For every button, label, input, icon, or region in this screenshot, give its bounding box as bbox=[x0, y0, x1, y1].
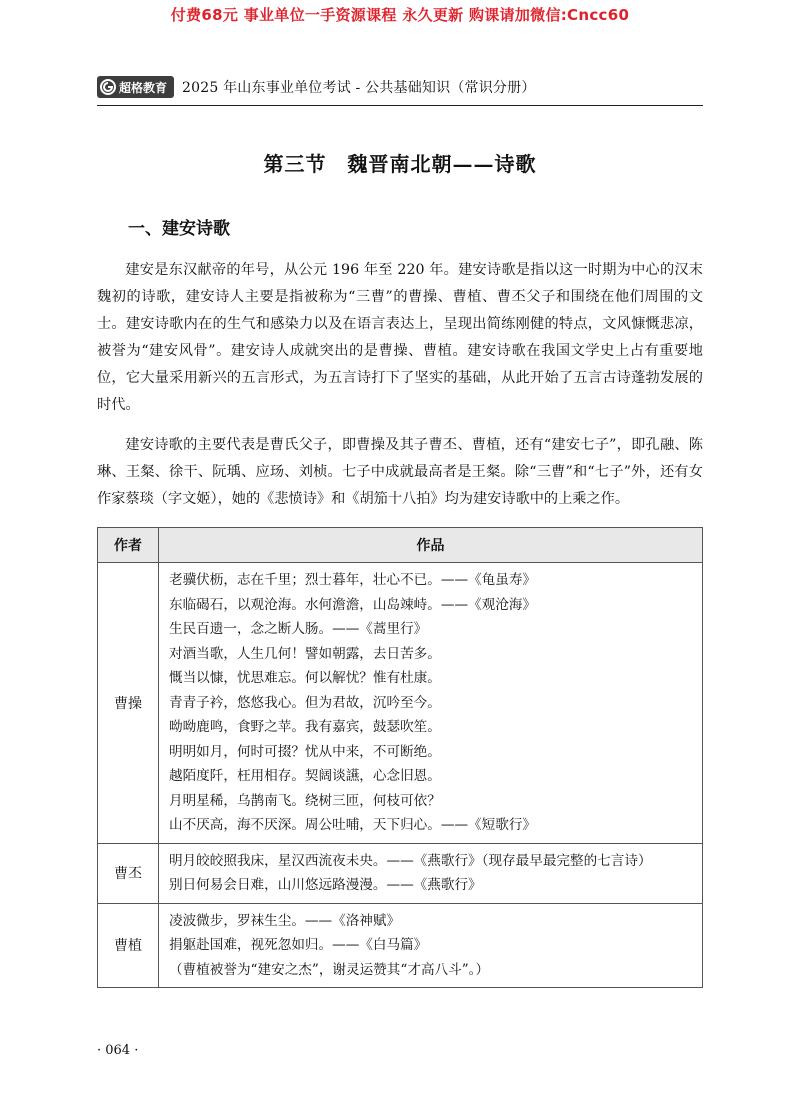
work-line: 月明星稀，乌鹊南飞。绕树三匝，何枝可依？ bbox=[169, 792, 441, 809]
work-line: 捐躯赴国难，视死忽如归。——《白马篇》 bbox=[169, 937, 428, 953]
paragraph-2: 建安诗歌的主要代表是曹氏父子，即曹操及其子曹丕、曹植，还有“建安七子”，即孔融、陈琳、王粲、徐干、阮瑀、应玚、刘桢。七子中成就最高者是王粲。除“三曹”和“七子”外，还有女作家蔡琰（字文姬），她的《悲愤诗》和《胡笳十八拍》均为建安诗歌中的上乘之作。 bbox=[97, 437, 703, 507]
work-line: 呦呦鹿鸣，食野之苹。我有嘉宾，鼓瑟吹笙。 bbox=[169, 719, 441, 735]
work-line: 明月皎皎照我床，星汉西流夜未央。——《燕歌行》（现存最早最完整的七言诗） bbox=[169, 852, 652, 869]
work-line: 慨当以慷，忧思难忘。何以解忧？惟有杜康。 bbox=[169, 670, 441, 686]
page-header bbox=[97, 73, 703, 106]
header-author: 作者 bbox=[98, 528, 159, 563]
watermark-text: 付费68元 事业单位一手资源课程 永久更新 购课请加微信:Cncc60 bbox=[170, 6, 630, 24]
work-line: 生民百遗一，念之断人肠。——《蒿里行》 bbox=[169, 621, 428, 637]
section-title: 第三节 魏晋南北朝——诗歌 bbox=[263, 152, 537, 176]
author-cell: 曹植 bbox=[98, 903, 159, 988]
paragraph-1: 建安是东汉献帝的年号，从公元 196 年至 220 年。建安诗歌是指以这一时期为中心的汉末魏初的诗歌，建安诗人主要是指被称为“三曹”的曹操、曹植、曹丕父子和围绕在他们周围的文士。建安诗歌内在的生气和感染力以及在语言表达上，呈现出简练刚健的特点，文风慷慨悲凉，被誉为“建安风骨”。建安诗人成就突出的是曹操、曹植。建安诗歌在我国文学史上占有重要地位，它大量采用新兴的五言形式，为五言诗打下了坚实的基础，从此开始了五言古诗蓬勃发展的时代。 bbox=[97, 262, 703, 413]
work-line: 凌波微步，罗袜生尘。——《洛神赋》 bbox=[169, 912, 401, 929]
work-line: 对酒当歌，人生几何！譬如朝露，去日苦多。 bbox=[169, 645, 441, 662]
table-row bbox=[98, 843, 703, 903]
header-title: 2025 年山东事业单位考试 - 公共基础知识（常识分册） bbox=[182, 80, 536, 96]
works-cell bbox=[159, 903, 703, 988]
work-line: 越陌度阡，枉用相存。契阔谈讌，心念旧恩。 bbox=[169, 768, 441, 784]
logo-text: 超格教育 bbox=[119, 80, 168, 95]
work-line: 山不厌高，海不厌深。周公吐哺，天下归心。——《短歌行》 bbox=[169, 817, 537, 833]
logo-mark-icon bbox=[100, 79, 116, 95]
works-cell bbox=[159, 563, 703, 844]
page-number: · 064 · bbox=[97, 1043, 139, 1058]
header-works: 作品 bbox=[159, 528, 703, 563]
work-line: （曹植被誉为“建安之杰”，谢灵运赞其“才高八斗”。） bbox=[169, 961, 490, 978]
work-line: 青青子衿，悠悠我心。但为君故，沉吟至今。 bbox=[169, 694, 441, 711]
sub-heading: 一、建安诗歌 bbox=[128, 219, 230, 239]
author-cell: 曹操 bbox=[98, 563, 159, 844]
work-line: 明明如月，何时可掇？忧从中来，不可断绝。 bbox=[169, 743, 441, 760]
author-cell: 曹丕 bbox=[98, 843, 159, 903]
works-cell bbox=[159, 843, 703, 903]
works-table bbox=[97, 527, 703, 988]
table-row bbox=[98, 903, 703, 988]
table-row bbox=[98, 563, 703, 844]
brand-logo bbox=[97, 76, 174, 98]
work-line: 老骥伏枥，志在千里；烈士暮年，壮心不已。——《龟虽寿》 bbox=[169, 572, 537, 588]
work-line: 别日何易会日难，山川悠远路漫漫。——《燕歌行》 bbox=[169, 877, 482, 893]
table-header-row bbox=[98, 528, 703, 563]
work-line: 东临碣石，以观沧海。水何澹澹，山岛竦峙。——《观沧海》 bbox=[169, 596, 537, 613]
